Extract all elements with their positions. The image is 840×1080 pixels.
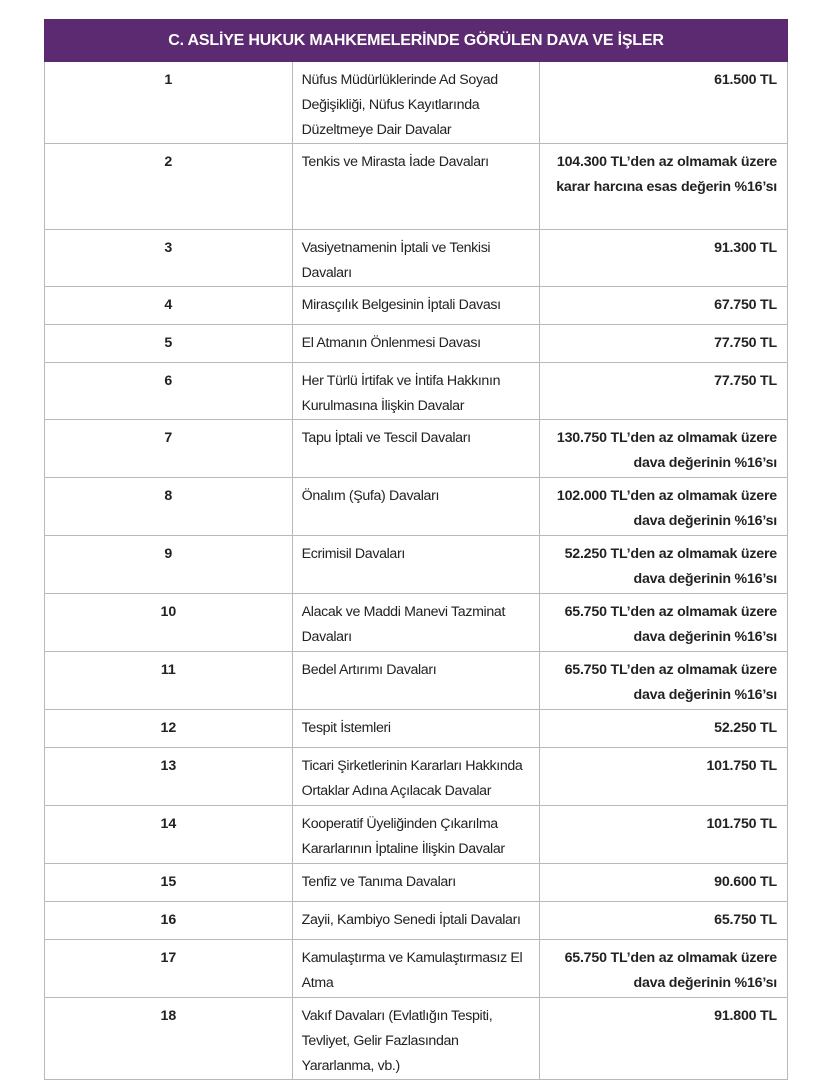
fee-amount: 65.750 TL (540, 902, 788, 940)
table-row (45, 420, 788, 478)
fee-amount: 65.750 TL’den az olmamak üzere dava değerinin %16’sı (540, 652, 788, 710)
table-row (45, 806, 788, 864)
row-number: 14 (45, 806, 293, 864)
fee-amount: 90.600 TL (540, 864, 788, 902)
table-row (45, 144, 788, 230)
table-title: C. ASLİYE HUKUK MAHKEMELERİNDE GÖRÜLEN DAVA VE İŞLER (45, 20, 788, 62)
table-row (45, 940, 788, 998)
row-number: 15 (45, 864, 293, 902)
row-number: 13 (45, 748, 293, 806)
case-type: Her Türlü İrtifak ve İntifa Hakkının Kurulmasına İlişkin Davalar (292, 363, 540, 420)
table-row (45, 864, 788, 902)
fee-amount: 104.300 TL’den az olmamak üzere karar harcına esas değerin %16’sı (540, 144, 788, 230)
case-type: Vakıf Davaları (Evlatlığın Tespiti, Tevliyet, Gelir Fazlasından Yararlanma, vb.) (292, 998, 540, 1080)
fee-amount: 65.750 TL’den az olmamak üzere dava değerinin %16’sı (540, 594, 788, 652)
case-type: Mirasçılık Belgesinin İptali Davası (292, 287, 540, 325)
table-row (45, 902, 788, 940)
table-row (45, 62, 788, 144)
case-type: Kooperatif Üyeliğinden Çıkarılma Kararlarının İptaline İlişkin Davalar (292, 806, 540, 864)
row-number: 8 (45, 478, 293, 536)
fee-amount: 91.300 TL (540, 230, 788, 287)
row-number: 1 (45, 62, 293, 144)
table-row (45, 748, 788, 806)
case-type: El Atmanın Önlenmesi Davası (292, 325, 540, 363)
fee-amount: 52.250 TL (540, 710, 788, 748)
case-type: Tenkis ve Mirasta İade Davaları (292, 144, 540, 230)
table-row (45, 710, 788, 748)
fee-amount: 101.750 TL (540, 806, 788, 864)
case-type: Ecrimisil Davaları (292, 536, 540, 594)
row-number: 12 (45, 710, 293, 748)
case-type: Tenfiz ve Tanıma Davaları (292, 864, 540, 902)
fee-amount: 65.750 TL’den az olmamak üzere dava değerinin %16’sı (540, 940, 788, 998)
case-type: Alacak ve Maddi Manevi Tazminat Davaları (292, 594, 540, 652)
case-type: Tespit İstemleri (292, 710, 540, 748)
row-number: 5 (45, 325, 293, 363)
table-header-row (45, 20, 788, 62)
row-number: 3 (45, 230, 293, 287)
table-row (45, 594, 788, 652)
row-number: 18 (45, 998, 293, 1080)
fee-amount: 61.500 TL (540, 62, 788, 144)
fee-amount: 52.250 TL’den az olmamak üzere dava değerinin %16’sı (540, 536, 788, 594)
row-number: 16 (45, 902, 293, 940)
fee-table-container (44, 19, 788, 1080)
case-type: Bedel Artırımı Davaları (292, 652, 540, 710)
row-number: 9 (45, 536, 293, 594)
table-row (45, 363, 788, 420)
case-type: Zayii, Kambiyo Senedi İptali Davaları (292, 902, 540, 940)
fee-amount: 77.750 TL (540, 363, 788, 420)
fee-amount: 91.800 TL (540, 998, 788, 1080)
table-row (45, 652, 788, 710)
fee-amount: 102.000 TL’den az olmamak üzere dava değerinin %16’sı (540, 478, 788, 536)
row-number: 6 (45, 363, 293, 420)
case-type: Nüfus Müdürlüklerinde Ad Soyad Değişikliği, Nüfus Kayıtlarında Düzeltmeye Dair Davalar (292, 62, 540, 144)
table-row (45, 998, 788, 1080)
case-type: Kamulaştırma ve Kamulaştırmasız El Atma (292, 940, 540, 998)
row-number: 11 (45, 652, 293, 710)
row-number: 4 (45, 287, 293, 325)
row-number: 2 (45, 144, 293, 230)
row-number: 7 (45, 420, 293, 478)
row-number: 17 (45, 940, 293, 998)
table-row (45, 536, 788, 594)
fee-amount: 67.750 TL (540, 287, 788, 325)
table-row (45, 287, 788, 325)
table-row (45, 478, 788, 536)
fee-amount: 130.750 TL’den az olmamak üzere dava değerinin %16’sı (540, 420, 788, 478)
case-type: Ticari Şirketlerinin Kararları Hakkında Ortaklar Adına Açılacak Davalar (292, 748, 540, 806)
row-number: 10 (45, 594, 293, 652)
case-type: Tapu İptali ve Tescil Davaları (292, 420, 540, 478)
fee-amount: 101.750 TL (540, 748, 788, 806)
table-row (45, 230, 788, 287)
fee-table (44, 19, 788, 1080)
table-row (45, 325, 788, 363)
case-type: Vasiyetnamenin İptali ve Tenkisi Davaları (292, 230, 540, 287)
case-type: Önalım (Şufa) Davaları (292, 478, 540, 536)
fee-amount: 77.750 TL (540, 325, 788, 363)
